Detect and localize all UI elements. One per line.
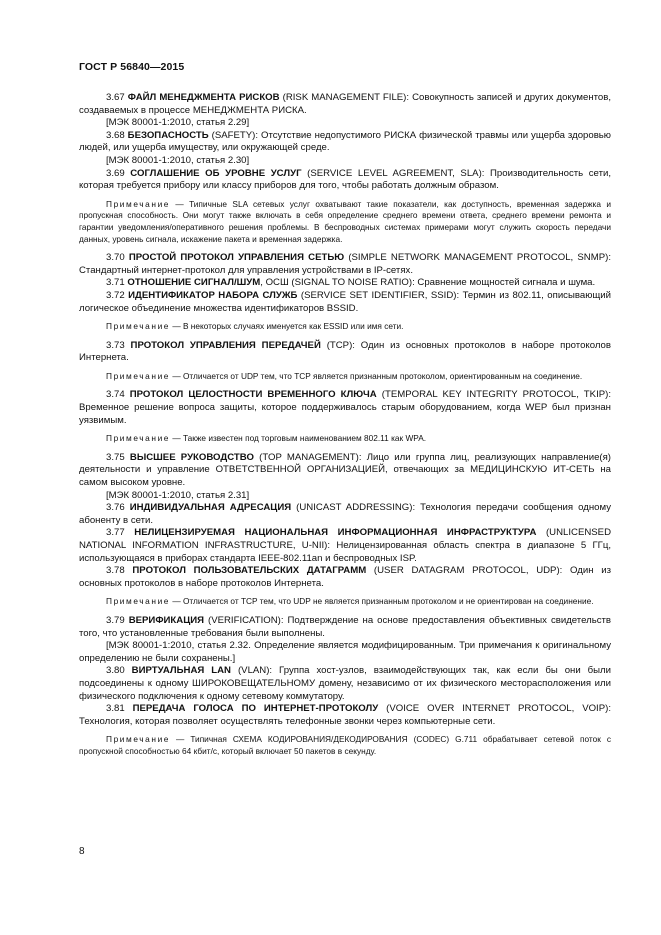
source-reference bbox=[79, 490, 611, 503]
term-number: 3.76 bbox=[106, 502, 125, 514]
term-number: 3.81 bbox=[106, 703, 125, 715]
term-number: 3.77 bbox=[106, 527, 125, 539]
note-label: Примечание bbox=[106, 734, 171, 745]
term-number: 3.75 bbox=[106, 451, 125, 463]
term-definition-text: (VOICE OVER INTERNET PROTOCOL, VOIP): Технология, которая позволяет осуществлять телефонные звонки через компьютерные сети. bbox=[79, 703, 611, 727]
term-definition bbox=[79, 252, 611, 277]
term-definition bbox=[79, 502, 611, 527]
note bbox=[79, 371, 611, 383]
note-text: — Типичная СХЕМА КОДИРОВАНИЯ/ДЕКОДИРОВАНИЯ (CODEC) G.711 обрабатывает сетевой поток с пропускной способностью 64 кбит/с, который включает 50 пакетов в секунду. bbox=[79, 734, 611, 756]
term-definition bbox=[79, 565, 611, 590]
reference-text: [МЭК 80001-1:2010, статья 2.30] bbox=[106, 154, 250, 166]
term-name: ВЕРИФИКАЦИЯ bbox=[128, 614, 204, 626]
note-text: — Также известен под торговым наименованием 802.11 как WPA. bbox=[170, 433, 427, 444]
term-definition-text: , ОСШ (SIGNAL TO NOISE RATIO): Сравнение мощностей сигнала и шума. bbox=[260, 277, 596, 289]
term-definition-text: (USER DATAGRAM PROTOCOL, UDP): Один из основных протоколов в наборе протоколов Интернета. bbox=[79, 565, 611, 589]
term-definition bbox=[79, 290, 611, 315]
term-number: 3.80 bbox=[106, 665, 125, 677]
term-definition bbox=[79, 389, 611, 427]
term-definition bbox=[79, 130, 611, 155]
term-name: СОГЛАШЕНИЕ ОБ УРОВНЕ УСЛУГ bbox=[130, 167, 302, 179]
term-number: 3.71 bbox=[106, 277, 125, 289]
note-label: Примечание bbox=[106, 596, 171, 607]
term-name: НЕЛИЦЕНЗИРУЕМАЯ НАЦИОНАЛЬНАЯ ИНФОРМАЦИОННАЯ ИНФРАСТРУКТУРА bbox=[134, 527, 537, 539]
term-name: ПРОСТОЙ ПРОТОКОЛ УПРАВЛЕНИЯ СЕТЬЮ bbox=[128, 252, 345, 264]
term-definition bbox=[79, 92, 611, 117]
term-name: ПРОТОКОЛ ЦЕЛОСТНОСТИ ВРЕМЕННОГО КЛЮЧА bbox=[129, 389, 377, 401]
term-definition bbox=[79, 340, 611, 365]
document-body bbox=[79, 92, 611, 765]
note-label: Примечание bbox=[106, 433, 171, 444]
term-name: БЕЗОПАСНОСТЬ bbox=[127, 129, 209, 141]
term-name: ОТНОШЕНИЕ СИГНАЛ/ШУМ bbox=[127, 277, 261, 289]
term-definition-text: (UNLICENSED NATIONAL INFORMATION INFRASTRUCTURE, U-NII): Нелицензированная область спектра в диапазоне 5 ГГц, использующаяся в приборах стандарта IEEE-802.11an и беспроводных ISP. bbox=[79, 527, 611, 564]
term-definition-text: (SAFETY): Отсутствие недопустимого РИСКА физической травмы или ущерба здоровью людей, или ущерба имуществу, или окружающей среде. bbox=[79, 129, 611, 154]
note-label: Примечание bbox=[106, 198, 171, 209]
term-name: ВЫСШЕЕ РУКОВОДСТВО bbox=[129, 451, 254, 463]
term-name: ИДЕНТИФИКАТОР НАБОРА СЛУЖБ bbox=[128, 289, 298, 301]
term-definition-text: (SIMPLE NETWORK MANAGEMENT PROTOCOL, SNMP): Стандартный интернет-протокол для управления устройствами в IP-сетях. bbox=[79, 252, 611, 276]
term-definition bbox=[79, 665, 611, 703]
note-text: — Типичные SLA сетевых услуг охватывают такие показатели, как доступность, временная задержка и пропускная способность. Они могут также включать в себя определение среднего времени ответа, среднего времени ремонта и гарантии уведомления/оперативного решения проблемы. В беспроводных системах примерами могут служить скорость передачи данных, уровень сигнала, искажение пакета и временная задержка. bbox=[79, 198, 611, 244]
document-header: ГОСТ Р 56840—2015 bbox=[79, 61, 185, 73]
term-name: ПРОТОКОЛ УПРАВЛЕНИЯ ПЕРЕДАЧЕЙ bbox=[130, 339, 321, 351]
term-definition bbox=[79, 277, 611, 290]
term-number: 3.67 bbox=[106, 92, 125, 103]
term-number: 3.70 bbox=[106, 252, 125, 264]
note bbox=[79, 321, 611, 333]
term-number: 3.74 bbox=[106, 389, 125, 401]
source-reference bbox=[79, 155, 611, 168]
term-definition-text: (RISK MANAGEMENT FILE): Совокупность записей и других документов, создаваемых в процессе МЕНЕДЖМЕНТА РИСКА. bbox=[79, 92, 612, 116]
term-definition-text: (UNICAST ADDRESSING): Технология передачи сообщения одному абоненту в сети. bbox=[79, 502, 612, 526]
term-number: 3.68 bbox=[106, 129, 125, 141]
term-definition-text: (VLAN): Группа хост-узлов, взаимодействующих так, как если бы они были подсоединены к одному ШИРОКОВЕЩАТЕЛЬНОМУ домену, независимо от их физического месторасположения или физического подключения к одному сетевому коммутатору. bbox=[79, 665, 612, 702]
term-definition bbox=[79, 168, 611, 193]
term-definition-text: (TEMPORAL KEY INTEGRITY PROTOCOL, TKIP): Временное решение вопроса защиты, которое поддерживалось старым оборудованием, когда WEP был признан уязвимым. bbox=[79, 389, 611, 426]
term-number: 3.72 bbox=[106, 289, 125, 301]
source-reference bbox=[79, 117, 611, 130]
term-definition bbox=[79, 703, 611, 728]
note-label: Примечание bbox=[106, 321, 171, 332]
note bbox=[79, 734, 611, 757]
term-number: 3.69 bbox=[106, 167, 125, 179]
term-definition-text: (SERVICE LEVEL AGREEMENT, SLA): Производительность сети, которая требуется прибору или классу приборов для того, чтобы работать должным образом. bbox=[79, 167, 611, 192]
reference-text: [МЭК 80001-1:2010, статья 2.32. Определение является модифицированным. Три примечания к оригинальному определению не были сохранены.] bbox=[79, 640, 611, 664]
source-reference bbox=[79, 640, 611, 665]
term-definition bbox=[79, 527, 611, 565]
reference-text: [МЭК 80001-1:2010, статья 2.29] bbox=[106, 117, 250, 129]
note-text: — В некоторых случаях именуется как ESSID или имя сети. bbox=[170, 321, 404, 332]
term-definition bbox=[79, 452, 611, 490]
note-label: Примечание bbox=[106, 370, 171, 381]
reference-text: [МЭК 80001-1:2010, статья 2.31] bbox=[106, 489, 250, 501]
term-definition-text: (TCP): Один из основных протоколов в наборе протоколов Интернета. bbox=[79, 339, 611, 364]
term-name: ПЕРЕДАЧА ГОЛОСА ПО ИНТЕРНЕТ-ПРОТОКОЛУ bbox=[132, 703, 379, 715]
page-number: 8 bbox=[79, 846, 85, 857]
note-text: — Отличается от TCP тем, что UDP не является признанным протоколом и не ориентирован на соединение. bbox=[170, 596, 594, 607]
term-number: 3.78 bbox=[106, 565, 125, 577]
term-name: ИНДИВИДУАЛЬНАЯ АДРЕСАЦИЯ bbox=[129, 502, 292, 514]
term-number: 3.73 bbox=[106, 339, 125, 351]
term-definition-text: (VERIFICATION): Подтверждение на основе предоставления объективных свидетельств того, что установленные требования были выполнены. bbox=[79, 614, 611, 639]
term-definition bbox=[79, 615, 611, 640]
term-name: ФАЙЛ МЕНЕДЖМЕНТА РИСКОВ bbox=[127, 92, 280, 103]
term-definition-text: (TOP MANAGEMENT): Лицо или группа лиц, реализующих направление(я) деятельности и управление ОТВЕТСТВЕННОЙ ОРГАНИЗАЦИЕЙ, отвечающих за МЕДИЦИНСКУЮ ИТ-СЕТЬ на самом высоком уровне. bbox=[79, 451, 611, 489]
note bbox=[79, 596, 611, 608]
term-name: ВИРТУАЛЬНАЯ LAN bbox=[131, 665, 231, 677]
term-definition-text: (SERVICE SET IDENTIFIER, SSID): Термин из 802.11, описывающий логическое объединение множества идентификаторов BSSID. bbox=[79, 289, 612, 314]
term-number: 3.79 bbox=[106, 614, 125, 626]
note bbox=[79, 433, 611, 445]
note-text: — Отличается от UDP тем, что TCP является признанным протоколом, ориентированным на соединение. bbox=[170, 370, 583, 381]
note bbox=[79, 199, 611, 245]
term-name: ПРОТОКОЛ ПОЛЬЗОВАТЕЛЬСКИХ ДАТАГРАММ bbox=[132, 565, 367, 577]
